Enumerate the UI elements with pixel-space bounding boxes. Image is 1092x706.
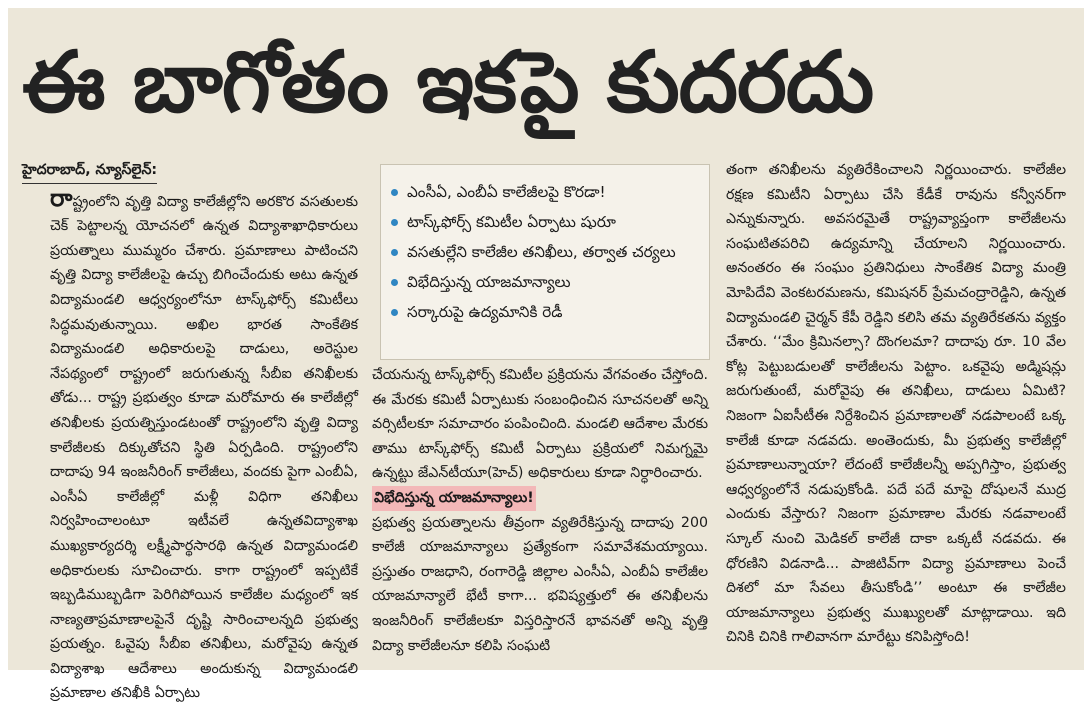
highlight-item: [391, 297, 701, 327]
highlight-item: [391, 177, 701, 207]
article-column-3: [726, 158, 1066, 668]
highlight-text: టాస్క్‌ఫోర్స్ కమిటీల ఏర్పాటు షురూ: [407, 213, 616, 231]
highlight-item: [391, 237, 701, 267]
headline: ఈ బాగోతం ఇకపై కుదరదు: [22, 33, 874, 131]
highlight-text: సర్కారుపై ఉద్యమానికి రెడీ: [407, 303, 563, 321]
bullet-icon: [391, 189, 398, 196]
column1-text: ష్ట్రంలోని వృత్తి విద్యా కాలేజీల్లోని అరకొర వసతులకు చెక్ పెట్టాలన్న యోచనలో ఉన్నత విద్యాశాఖాధికారులు ప్రయత్నాలు ముమ్మరం చేశారు. ప్రమాణాలు పాటించని వృత్తి విద్యా కాలేజీలపై ఉచ్చు బిగించేందుకు అటు ఉన్నత విద్యామండలి ఆధ్వర్యంలోనూ టాస్క్‌ఫోర్స్ కమిటీలు సిద్ధమవుతున్నాయి. అఖిల భారత సాంకేతిక విద్యామండలి అధికారులపై దాడులు, అరెస్టుల నేపథ్యంలో రాష్ట్రంలో జరుగుతున్న సీబీఐ తనిఖీలకు తోడు... రాష్ట్ర ప్రభుత్వం కూడా మరోమారు ఈ కాలేజీల్లో తనిఖీలకు ప్రయత్నిస్తుండటంతో రాష్ట్రంలోని వృత్తి విద్యా కాలేజీలకు దిక్కుతోచని స్థితి ఏర్పడింది. రాష్ట్రంలోని దాదాపు 94 ఇంజనీరింగ్ కాలేజీలు, వందకు పైగా ఎంబీఏ, ఎంసీఏ కాలేజీల్లో మళ్లీ విధిగా తనిఖీలు నిర్వహించాలంటూ ఇటీవలే ఉన్నతవిద్యాశాఖ ముఖ్యకార్యదర్శి లక్ష్మీపార్థసారథి ఉన్నత విద్యామండలి అధికారులకు సూచించారు. కాగా రాష్ట్రంలో ఇప్పటికే ఇబ్బడిముబ్బడిగా పెరిగిపోయిన కాలేజీల మధ్యంలో ఇక నాణ్యతాప్రమాణాలపైనే దృష్టి సారించాలన్నది ప్రభుత్వ ప్రయత్నం. ఓవైపు సీబీఐ తనిఖీలు, మరోవైపు ఉన్నత విద్యాశాఖ ఆదేశాలు అందుకున్న విద్యామండలి ప్రమాణాల తనిఖీకి ఏర్పాటు: [50, 193, 358, 702]
bullet-icon: [391, 249, 398, 256]
subheading: విభేదిస్తున్న యాజమాన్యాలు!: [372, 486, 536, 511]
drop-cap: రా: [50, 183, 73, 212]
column3-paragraph: తంగా తనిఖీలను వ్యతిరేకించాలని నిర్ణయించారు. కాలేజీల రక్షణ కమిటీని ఏర్పాటు చేసి కేడీకే రావును కన్వీనర్‌గా ఎన్నుకున్నారు. అవసరమైతే రాష్ట్రవ్యాప్తంగా కాలేజీలను సంఘటితపరిచి ఉద్యమాన్ని చేయాలని నిర్ణయించారు. అనంతరం ఈ సంఘం ప్రతినిధులు సాంకేతిక విద్యా మంత్రి మోపిదేవి వెంకటరమణను, కమిషనర్ ప్రేమచంద్రారెడ్డిని, ఉన్నత విద్యామండలి చైర్మన్ కేపీ రెడ్డిని కలిసి తమ వ్యతిరేకతను వ్యక్తం చేశారు. ‘‘మేం క్రిమినల్సా? దొంగలమా? దాదాపు రూ. 10 వేల కోట్ల పెట్టుబడులతో కాలేజీలను పెట్టాం. ఒకవైపు అడ్మిషన్లు జరుగుతుంటే, మరోవైపు ఈ తనిఖీలు, దాడులు ఏమిటి? నిజంగా ఏఐసీటీఈ నిర్దేశించిన ప్రమాణాలతో నడపాలంటే ఒక్క కాలేజీ కూడా నడవదు. అంతెందుకు, మీ ప్రభుత్వ కాలేజీల్లో ప్రమాణాలున్నాయా? లేదంటే కాలేజీలన్నీ అప్పగిస్తాం, ప్రభుత్వ ఆధ్వర్యంలోనే నడుపుకోండి. పదే పదే మాపై దోషులనే ముద్ర ఎందుకు వేస్తారు? నిజంగా ప్రమాణాల మేరకు నడవాలంటే స్కూల్ నుంచి మెడికల్ కాలేజీ దాకా ఒక్కటీ నడవదు. ఈ ధోరణిని విడనాడి... పాజిటివ్‌గా విద్యా ప్రమాణాలు పెంచే దిశలో మా సేవలు తీసుకోండి’’ అంటూ ఈ కాలేజీల యాజమాన్యాలు ప్రభుత్వ ముఖ్యులతో మాట్లాడాయి. ఇది చినికి చినికి గాలివానగా మారేట్టు కనిపిస్తోంది!: [726, 162, 1066, 646]
newspaper-clipping: [8, 8, 1084, 702]
dateline: హైదరాబాద్, న్యూస్‌లైన్:: [22, 158, 157, 184]
column2-paragraph-2: ప్రభుత్వ ప్రయత్నాలను తీవ్రంగా వ్యతిరేకిస్తున్న దాదాపు 200 కాలేజీ యాజమాన్యాలు ప్రత్యేకంగా సమావేశమయ్యాయి. ప్రస్తుతం రాజధాని, రంగారెడ్డి జిల్లాల ఎంసీఏ, ఎంబీఏ కాలేజీల యాజమాన్యాలే భేటీ కాగా... భవిష్యత్తులో ఈ తనిఖీలను ఇంజనీరింగ్ కాలేజీలకూ విస్తరిస్తారనే భావనతో అన్ని వృత్తి విద్యా కాలేజీలనూ కలిపి సంఘటి: [372, 514, 708, 654]
bullet-icon: [391, 219, 398, 226]
bullet-icon: [391, 279, 398, 286]
highlight-text: ఎంసీఏ, ఎంబీఏ కాలేజీలపై కొరడా!: [407, 183, 606, 201]
article-paragraph: [22, 183, 358, 706]
article-column-2: [372, 363, 708, 668]
highlight-text: వసతుల్లేని కాలేజీల తనిఖీలు, తర్వాత చర్యలు: [407, 243, 676, 261]
highlights-box: [380, 164, 710, 360]
highlight-text: విభేదిస్తున్న యాజమాన్యాలు: [407, 273, 571, 291]
bullet-icon: [391, 309, 398, 316]
highlights-list: [391, 177, 701, 327]
column2-paragraph-1: చేయనున్న టాస్క్‌ఫోర్స్ కమిటీల ప్రక్రియను వేగవంతం చేస్తోంది. ఈ మేరకు కమిటీ ఏర్పాటుకు సంబంధించిన సూచనలతో అన్ని వర్సిటీలకూ సమాచారం పంపించింది. మండలి ఆదేశాల మేరకు తాము టాస్క్‌ఫోర్స్ కమిటీ ఏర్పాటు ప్రక్రియలో నిమగ్నమై ఉన్నట్టు జేఎన్‌టీయూ(హెచ్) అధికారులు కూడా నిర్ధారించారు.: [372, 367, 708, 482]
highlight-item: [391, 207, 701, 237]
highlight-item: [391, 267, 701, 297]
article-column-1: [22, 158, 358, 702]
